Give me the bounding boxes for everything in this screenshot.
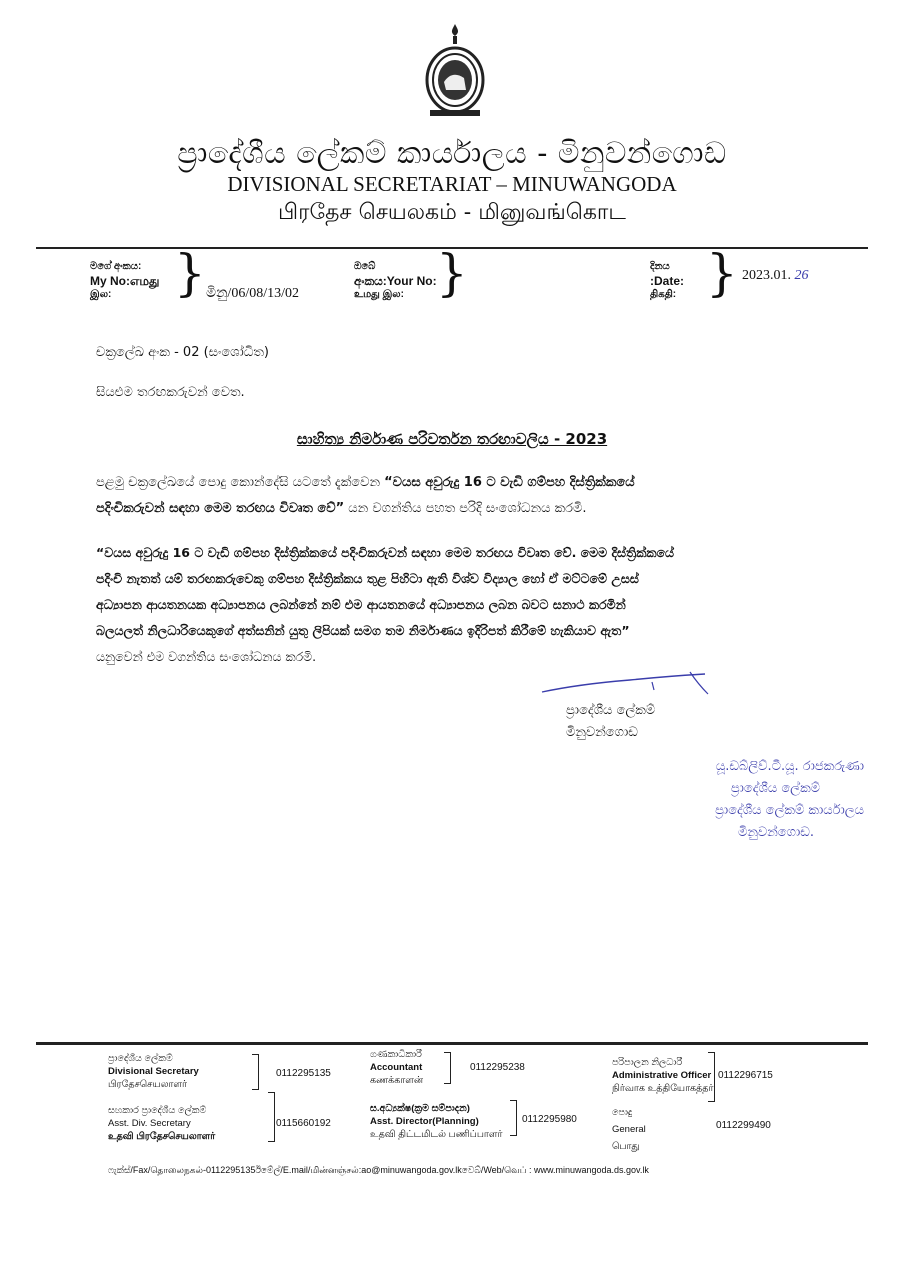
header-english: DIVISIONAL SECRETARIAT – MINUWANGODA xyxy=(227,172,677,196)
footer-asst-div-secretary: සහකාර ප්‍රාදේශීය ලේකම් Asst. Div. Secretary உதவி பிரதேசசெயலாளர் xyxy=(108,1105,216,1142)
phone-asst-div-secretary: 0115660192 xyxy=(276,1118,331,1129)
footer-general: පොදු General பொது xyxy=(612,1107,646,1152)
bracket xyxy=(510,1100,517,1136)
bracket xyxy=(268,1092,275,1142)
footer-accountant: ගණකාධිකාරී Accountant கணக்காளன் xyxy=(370,1049,424,1086)
bracket xyxy=(708,1052,715,1102)
brace-icon: } xyxy=(706,244,738,302)
brace-icon: } xyxy=(436,244,468,302)
phone-general: 0112299490 xyxy=(716,1120,771,1131)
footer-contact: ෆැක්ස්/Fax/தொலைநகல்-0112295135ඊමේල්/E.mail/மின்னஞ்சல்:ao@minuwangoda.gov.lkවෙබ්/Web/வெப் : www.minuwangoda.ds.gov.lk xyxy=(108,1165,649,1175)
footer-divisional-secretary: ප්‍රාදේශීය ලේකම් Divisional Secretary பிரதேசசெயலாளர் xyxy=(108,1053,199,1090)
signature xyxy=(540,668,720,698)
footer-administrative-officer: පරිපාලන නිලධාරී Administrative Officer நிர்வாக உத்தியோகத்தர் xyxy=(612,1057,714,1094)
brace-icon: } xyxy=(174,244,206,302)
footer-divider xyxy=(36,1042,868,1045)
bracket xyxy=(444,1052,451,1084)
date-value: 2023.01. 26 xyxy=(742,268,809,283)
header-sinhala: ප්‍රාදේශීය ලේකම් කාර්යාලය - මිනුවන්ගොඩ xyxy=(177,136,727,171)
paragraph-1: පළමු චක්‍රලේඛයේ පොදු කොන්දේසි යටතේ දැක්වෙන “වයස අවුරුදු 16 ට වැඩි ගම්පහ දිස්ත්‍රික්කයේ පදිංචිකරුවන් සඳහා මෙම තරඟය විවෘත වේ” යන වගන්තිය පහත පරිදි සංශෝධනය කරමි. xyxy=(96,475,635,516)
footer-asst-director-planning: ස.අධ්‍යක්ෂ(ක්‍රම සම්පාදන) Asst. Director(Planning) உதவி திட்டமிடல் பணிப்பாளர் xyxy=(370,1103,503,1140)
paragraph-2: “වයස අවුරුදු 16 ට වැඩි ගම්පහ දිස්ත්‍රික්කයේ පදිංචිකරුවන් සඳහා මෙම තරඟය විවෘත වේ. මෙම දිස්ත්‍රික්කයේ පදිංචි නැතත් යම් තරඟකරුවෙකු ගම්පහ දිස්ත්‍රික්කය තුළ පිහිටා ඇති විශ්ව විද්‍යාල හෝ ඒ මට්ටමේ උසස් අධ්‍යාපන ආයතනයක අධ්‍යාපනය ලබන්නේ නම් එම ආයතනයේ අධ්‍යාපනය ලබන බවට සනාථ කරමින් බලයලත් නිලධාරියෙකුගේ අත්සනින් යුතු ලිපියක් සමග තම නිර්මාණය ඉදිරිපත් කිරීමේ හැකියාව ඇත” යනුවෙන් එම වගන්තිය සංශෝධනය කරමි. xyxy=(96,545,674,664)
addressee: සියළුම තරඟකරුවන් වෙත. xyxy=(96,385,245,400)
signatory: ප්‍රාදේශීය ලේකම් මිනුවන්ගොඩ xyxy=(566,703,656,740)
official-stamp: යූ.ඩබ්ලිව්.ටී.යූ. රාජකරුණා ප්‍රාදේශීය ලේකම් ප්‍රාදේශීය ලේකම් කාර්යාලය මිනුවන්ගොඩ. xyxy=(715,759,864,840)
my-no-label: මගේ අංකය: My No:எமது இல: xyxy=(90,261,160,300)
phone-administrative-officer: 0112296715 xyxy=(718,1070,773,1081)
phone-divisional-secretary: 0112295135 xyxy=(276,1068,331,1079)
date-label: දිනය :Date: திகதி: xyxy=(650,261,685,300)
your-no-label: ඔබේ අංකය:Your No: உமது இல: xyxy=(354,261,437,300)
bracket xyxy=(252,1054,259,1090)
sri-lanka-emblem xyxy=(422,22,488,120)
my-no-value: මිනු/06/08/13/02 xyxy=(206,286,299,301)
phone-accountant: 0112295238 xyxy=(470,1062,525,1073)
circular-number: චක්‍රලේඛ අංක - 02 (සංශෝධිත) xyxy=(96,345,270,360)
letter-title: සාහිත්‍ය නිර්මාණ පරිවර්තන තරඟාවලිය - 2023 xyxy=(296,430,608,448)
phone-asst-director-planning: 0112295980 xyxy=(522,1114,577,1125)
header-tamil: பிரதேச செயலகம் - மினுவங்கொட xyxy=(278,200,626,225)
